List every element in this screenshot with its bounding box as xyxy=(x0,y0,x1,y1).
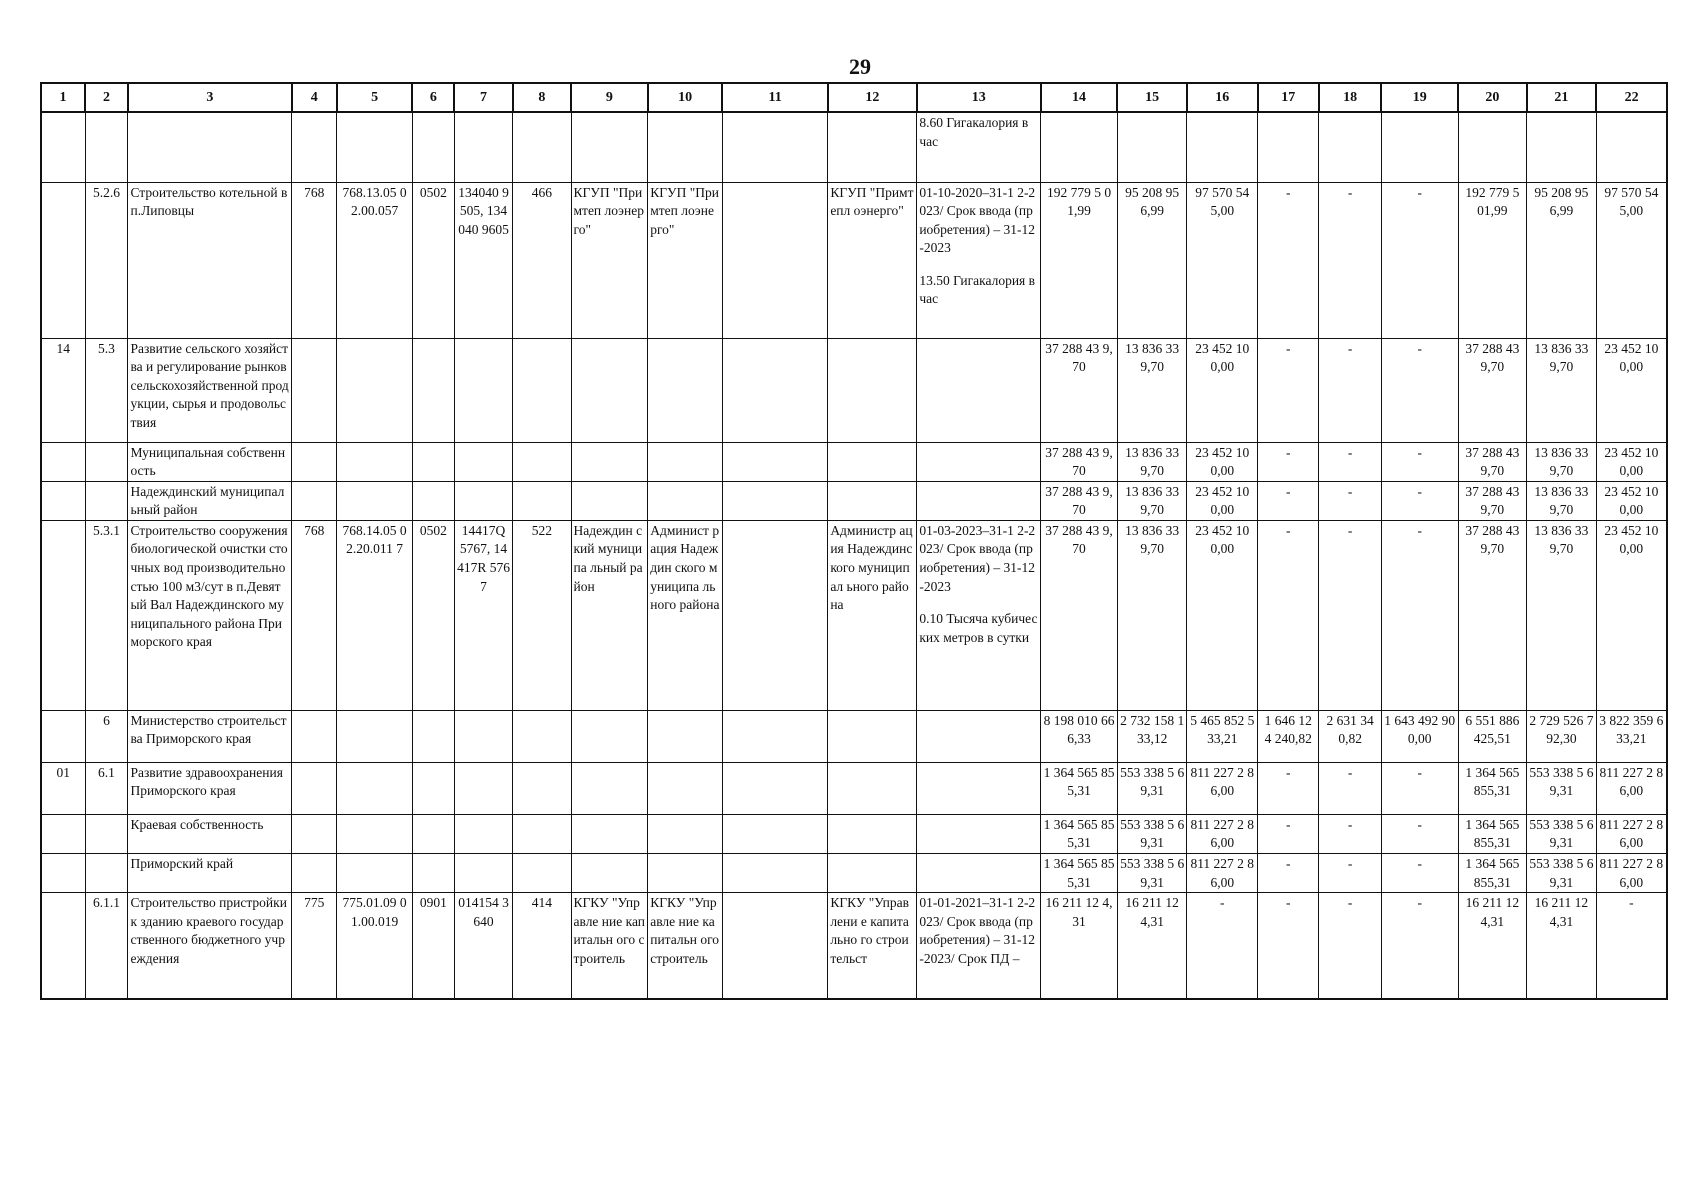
table-cell-col-14: 192 779 5 01,99 xyxy=(1041,182,1118,338)
table-cell-col-21: 13 836 33 9,70 xyxy=(1527,520,1597,710)
table-cell-col-1 xyxy=(41,112,85,182)
table-cell-col-4 xyxy=(292,814,337,853)
cell-text-period: 8.60 Гигакалория в час xyxy=(919,115,1029,149)
table-cell-col-13 xyxy=(917,182,1041,338)
table-cell-col-8: 466 xyxy=(513,182,571,338)
table-cell-col-9 xyxy=(571,814,648,853)
table-cell-col-20: 1 364 565 855,31 xyxy=(1458,854,1527,893)
table-cell-col-16: 811 227 2 86,00 xyxy=(1187,762,1258,814)
table-cell-col-10: КГУП "Примтеп лоэнерго" xyxy=(648,182,723,338)
table-cell-col-10 xyxy=(648,442,723,481)
table-cell-col-4 xyxy=(292,442,337,481)
table-cell-col-21 xyxy=(1527,112,1597,182)
table-cell-col-5 xyxy=(337,814,413,853)
table-cell-col-6: 0901 xyxy=(412,893,454,999)
table-cell-col-16: 23 452 10 0,00 xyxy=(1187,338,1258,442)
table-cell-col-14 xyxy=(1041,112,1118,182)
table-cell-col-7 xyxy=(454,112,512,182)
table-cell-col-14: 8 198 010 666,33 xyxy=(1041,710,1118,762)
table-cell-col-10 xyxy=(648,338,723,442)
table-cell-col-5 xyxy=(337,762,413,814)
table-cell-col-5: 768.13.05 02.00.057 xyxy=(337,182,413,338)
header-cell: 9 xyxy=(571,83,648,112)
header-cell: 6 xyxy=(412,83,454,112)
table-cell-col-5 xyxy=(337,338,413,442)
table-cell-col-3: Министерство строительства Приморского края xyxy=(128,710,292,762)
table-cell-col-22: 97 570 54 5,00 xyxy=(1596,182,1667,338)
table-cell-col-20: 37 288 43 9,70 xyxy=(1458,520,1527,710)
header-cell: 3 xyxy=(128,83,292,112)
table-cell-col-15: 13 836 33 9,70 xyxy=(1117,442,1187,481)
table-cell-col-1 xyxy=(41,520,85,710)
table-cell-col-16: 23 452 10 0,00 xyxy=(1187,442,1258,481)
table-cell-col-3 xyxy=(128,112,292,182)
table-cell-col-2 xyxy=(85,481,128,520)
table-cell-col-4 xyxy=(292,481,337,520)
table-cell-col-11 xyxy=(722,854,827,893)
table-cell-col-11 xyxy=(722,814,827,853)
table-cell-col-9 xyxy=(571,762,648,814)
table-cell-col-10: Админист рация Надеждин ского муниципа льного района xyxy=(648,520,723,710)
table-cell-col-3: Развитие здравоохранения Приморского края xyxy=(128,762,292,814)
table-cell-col-3: Муниципальная собственность xyxy=(128,442,292,481)
table-row xyxy=(41,893,1667,999)
table-row xyxy=(41,481,1667,520)
table-cell-col-6 xyxy=(412,854,454,893)
table-cell-col-21: 553 338 5 69,31 xyxy=(1527,854,1597,893)
table-cell-col-2: 6.1.1 xyxy=(85,893,128,999)
table-cell-col-21: 13 836 33 9,70 xyxy=(1527,338,1597,442)
table-cell-col-6 xyxy=(412,338,454,442)
table-cell-col-15: 553 338 5 69,31 xyxy=(1117,762,1187,814)
table-cell-col-2 xyxy=(85,112,128,182)
header-cell: 4 xyxy=(292,83,337,112)
table-cell-col-11 xyxy=(722,893,827,999)
table-cell-col-15: 553 338 5 69,31 xyxy=(1117,854,1187,893)
header-cell: 12 xyxy=(828,83,917,112)
cell-text-period: 01-10-2020–31-1 2-2023/ Срок ввода (приобретения) – 31-12-2023 xyxy=(919,184,1036,256)
table-cell-col-13 xyxy=(917,893,1041,999)
header-cell: 11 xyxy=(722,83,827,112)
table-cell-col-6: 0502 xyxy=(412,520,454,710)
table-cell-col-14: 16 211 12 4,31 xyxy=(1041,893,1118,999)
cell-text-capacity: 0.10 Тысяча кубических метров в сутки xyxy=(919,611,1038,645)
table-cell-col-19: - xyxy=(1381,893,1458,999)
table-cell-col-10 xyxy=(648,481,723,520)
table-cell-col-8: 414 xyxy=(513,893,571,999)
table-cell-col-15: 2 732 158 133,12 xyxy=(1117,710,1187,762)
table-cell-col-1 xyxy=(41,182,85,338)
table-cell-col-12 xyxy=(828,854,917,893)
table-cell-col-11 xyxy=(722,520,827,710)
table-cell-col-22: 23 452 10 0,00 xyxy=(1596,520,1667,710)
table-cell-col-4 xyxy=(292,854,337,893)
table-cell-col-5 xyxy=(337,481,413,520)
table-cell-col-4 xyxy=(292,710,337,762)
table-cell-col-1 xyxy=(41,710,85,762)
table-cell-col-18: 2 631 34 0,82 xyxy=(1319,710,1381,762)
table-cell-col-16: 23 452 10 0,00 xyxy=(1187,520,1258,710)
header-cell: 7 xyxy=(454,83,512,112)
table-cell-col-4: 768 xyxy=(292,520,337,710)
table-cell-col-17: - xyxy=(1258,481,1319,520)
table-cell-col-2: 5.3.1 xyxy=(85,520,128,710)
table-cell-col-13 xyxy=(917,481,1041,520)
header-cell: 17 xyxy=(1258,83,1319,112)
table-cell-col-17: - xyxy=(1258,854,1319,893)
table-cell-col-20: 37 288 43 9,70 xyxy=(1458,442,1527,481)
table-cell-col-14: 37 288 43 9,70 xyxy=(1041,442,1118,481)
table-cell-col-13 xyxy=(917,112,1041,182)
table-cell-col-10 xyxy=(648,762,723,814)
table-cell-col-17: - xyxy=(1258,893,1319,999)
table-cell-col-11 xyxy=(722,338,827,442)
table-cell-col-2 xyxy=(85,814,128,853)
table-cell-col-19: - xyxy=(1381,854,1458,893)
table-cell-col-14: 37 288 43 9,70 xyxy=(1041,481,1118,520)
table-cell-col-4: 775 xyxy=(292,893,337,999)
table-cell-col-7: 014154 3640 xyxy=(454,893,512,999)
table-cell-col-2: 6.1 xyxy=(85,762,128,814)
table-cell-col-22: 23 452 10 0,00 xyxy=(1596,338,1667,442)
table-cell-col-9 xyxy=(571,442,648,481)
table-cell-col-18: - xyxy=(1319,520,1381,710)
table-cell-col-18: - xyxy=(1319,481,1381,520)
table-cell-col-11 xyxy=(722,710,827,762)
table-row xyxy=(41,854,1667,893)
table-cell-col-9: КГУП "Примтеп лоэнерго" xyxy=(571,182,648,338)
table-cell-col-19 xyxy=(1381,112,1458,182)
table-cell-col-19: - xyxy=(1381,442,1458,481)
table-cell-col-17: - xyxy=(1258,338,1319,442)
table-cell-col-14: 37 288 43 9,70 xyxy=(1041,338,1118,442)
table-cell-col-7 xyxy=(454,762,512,814)
table-cell-col-17: - xyxy=(1258,442,1319,481)
header-cell: 22 xyxy=(1596,83,1667,112)
cell-text-capacity: 13.50 Гигакалория в час xyxy=(919,272,1036,307)
table-cell-col-12 xyxy=(828,762,917,814)
table-cell-col-8 xyxy=(513,442,571,481)
table-cell-col-7 xyxy=(454,338,512,442)
header-cell: 1 xyxy=(41,83,85,112)
table-cell-col-7: 14417Q 5767, 14417R 5767 xyxy=(454,520,512,710)
table-cell-col-20: 37 288 43 9,70 xyxy=(1458,338,1527,442)
table-cell-col-5: 768.14.05 02.20.011 7 xyxy=(337,520,413,710)
table-cell-col-4: 768 xyxy=(292,182,337,338)
header-cell: 19 xyxy=(1381,83,1458,112)
table-cell-col-16: 97 570 54 5,00 xyxy=(1187,182,1258,338)
table-cell-col-8 xyxy=(513,854,571,893)
table-cell-col-14: 37 288 43 9,70 xyxy=(1041,520,1118,710)
table-cell-col-3: Строительство сооружения биологической очистки сточных вод производительностью 100 м3/сут в п.Девятый Вал Надеждинского муниципального района Приморского края xyxy=(128,520,292,710)
table-cell-col-1: 14 xyxy=(41,338,85,442)
table-row xyxy=(41,520,1667,710)
table-cell-col-20: 37 288 43 9,70 xyxy=(1458,481,1527,520)
header-cell: 10 xyxy=(648,83,723,112)
table-cell-col-12 xyxy=(828,481,917,520)
table-cell-col-18: - xyxy=(1319,814,1381,853)
table-cell-col-14: 1 364 565 855,31 xyxy=(1041,854,1118,893)
table-cell-col-18: - xyxy=(1319,893,1381,999)
table-cell-col-4 xyxy=(292,338,337,442)
table-cell-col-17: - xyxy=(1258,762,1319,814)
cell-text-period: 01-01-2021–31-1 2-2023/ Срок ввода (приобретения) – 31-12-2023/ Срок ПД – xyxy=(919,895,1036,967)
table-cell-col-1 xyxy=(41,814,85,853)
table-cell-col-15: 13 836 33 9,70 xyxy=(1117,481,1187,520)
table-cell-col-6 xyxy=(412,112,454,182)
table-cell-col-12: КГКУ "Управлени е капитально го строительст xyxy=(828,893,917,999)
table-cell-col-2: 5.3 xyxy=(85,338,128,442)
table-row xyxy=(41,442,1667,481)
table-cell-col-3: Приморский край xyxy=(128,854,292,893)
table-cell-col-22: 811 227 2 86,00 xyxy=(1596,854,1667,893)
table-cell-col-2: 5.2.6 xyxy=(85,182,128,338)
table-cell-col-10 xyxy=(648,112,723,182)
table-cell-col-14: 1 364 565 855,31 xyxy=(1041,814,1118,853)
budget-table xyxy=(40,82,1668,1000)
table-cell-col-13 xyxy=(917,854,1041,893)
table-cell-col-11 xyxy=(722,762,827,814)
table-cell-col-17 xyxy=(1258,112,1319,182)
table-cell-col-12 xyxy=(828,112,917,182)
header-cell: 5 xyxy=(337,83,413,112)
table-cell-col-16 xyxy=(1187,112,1258,182)
table-cell-col-3: Развитие сельского хозяйства и регулирование рынков сельскохозяйственной продукции, сырья и продовольствия xyxy=(128,338,292,442)
table-cell-col-8 xyxy=(513,338,571,442)
table-cell-col-6 xyxy=(412,762,454,814)
table-cell-col-20: 6 551 886 425,51 xyxy=(1458,710,1527,762)
header-cell: 2 xyxy=(85,83,128,112)
table-cell-col-19: - xyxy=(1381,814,1458,853)
table-cell-col-18 xyxy=(1319,112,1381,182)
table-cell-col-7 xyxy=(454,854,512,893)
table-cell-col-7 xyxy=(454,814,512,853)
table-cell-col-9 xyxy=(571,481,648,520)
table-cell-col-22: - xyxy=(1596,893,1667,999)
table-cell-col-8 xyxy=(513,814,571,853)
table-cell-col-21: 553 338 5 69,31 xyxy=(1527,814,1597,853)
table-cell-col-9 xyxy=(571,112,648,182)
table-cell-col-13 xyxy=(917,520,1041,710)
table-row xyxy=(41,112,1667,182)
table-cell-col-8 xyxy=(513,481,571,520)
table-cell-col-11 xyxy=(722,481,827,520)
page-number: 29 xyxy=(849,54,871,79)
table-cell-col-15: 13 836 33 9,70 xyxy=(1117,520,1187,710)
table-cell-col-22: 811 227 2 86,00 xyxy=(1596,762,1667,814)
table-cell-col-16: 811 227 2 86,00 xyxy=(1187,814,1258,853)
table-cell-col-18: - xyxy=(1319,442,1381,481)
table-cell-col-14: 1 364 565 855,31 xyxy=(1041,762,1118,814)
table-cell-col-13 xyxy=(917,338,1041,442)
table-cell-col-15: 16 211 12 4,31 xyxy=(1117,893,1187,999)
table-cell-col-22: 23 452 10 0,00 xyxy=(1596,481,1667,520)
table-cell-col-8 xyxy=(513,710,571,762)
table-cell-col-12 xyxy=(828,338,917,442)
table-cell-col-11 xyxy=(722,112,827,182)
table-cell-col-6: 0502 xyxy=(412,182,454,338)
table-cell-col-4 xyxy=(292,762,337,814)
header-cell: 18 xyxy=(1319,83,1381,112)
table-cell-col-18: - xyxy=(1319,338,1381,442)
table-cell-col-8 xyxy=(513,762,571,814)
table-cell-col-1 xyxy=(41,893,85,999)
table-cell-col-10 xyxy=(648,854,723,893)
table-cell-col-9 xyxy=(571,338,648,442)
table-cell-col-10 xyxy=(648,710,723,762)
table-row xyxy=(41,182,1667,338)
table-cell-col-3: Строительство котельной в п.Липовцы xyxy=(128,182,292,338)
table-cell-col-19: - xyxy=(1381,762,1458,814)
table-cell-col-16: 5 465 852 533,21 xyxy=(1187,710,1258,762)
table-cell-col-2 xyxy=(85,442,128,481)
table-cell-col-9: Надеждин ский муниципа льный район xyxy=(571,520,648,710)
table-cell-col-12 xyxy=(828,442,917,481)
header-cell: 8 xyxy=(513,83,571,112)
table-cell-col-16: - xyxy=(1187,893,1258,999)
table-cell-col-21: 2 729 526 792,30 xyxy=(1527,710,1597,762)
table-cell-col-16: 811 227 2 86,00 xyxy=(1187,854,1258,893)
table-cell-col-6 xyxy=(412,442,454,481)
table-cell-col-19: - xyxy=(1381,182,1458,338)
table-cell-col-20: 1 364 565 855,31 xyxy=(1458,814,1527,853)
table-cell-col-21: 13 836 33 9,70 xyxy=(1527,481,1597,520)
table-cell-col-2: 6 xyxy=(85,710,128,762)
table-cell-col-16: 23 452 10 0,00 xyxy=(1187,481,1258,520)
header-cell: 21 xyxy=(1527,83,1597,112)
table-cell-col-18: - xyxy=(1319,182,1381,338)
table-cell-col-15: 13 836 33 9,70 xyxy=(1117,338,1187,442)
table-cell-col-5: 775.01.09 01.00.019 xyxy=(337,893,413,999)
table-cell-col-19: - xyxy=(1381,338,1458,442)
table-cell-col-19: 1 643 492 900,00 xyxy=(1381,710,1458,762)
table-cell-col-17: 1 646 12 4 240,82 xyxy=(1258,710,1319,762)
table-cell-col-6 xyxy=(412,481,454,520)
table-cell-col-22: 23 452 10 0,00 xyxy=(1596,442,1667,481)
table-cell-col-20: 192 779 5 01,99 xyxy=(1458,182,1527,338)
table-cell-col-5 xyxy=(337,710,413,762)
table-cell-col-22: 811 227 2 86,00 xyxy=(1596,814,1667,853)
table-cell-col-9: КГКУ "Управле ние капитальн ого строитель xyxy=(571,893,648,999)
table-cell-col-1 xyxy=(41,854,85,893)
table-cell-col-22: 3 822 359 633,21 xyxy=(1596,710,1667,762)
table-cell-col-15: 553 338 5 69,31 xyxy=(1117,814,1187,853)
cell-text-period: 01-03-2023–31-1 2-2023/ Срок ввода (приобретения) – 31-12-2023 xyxy=(919,522,1036,594)
table-cell-col-17: - xyxy=(1258,520,1319,710)
table-cell-col-5 xyxy=(337,442,413,481)
table-cell-col-3: Надеждинский муниципальный район xyxy=(128,481,292,520)
table-cell-col-5 xyxy=(337,854,413,893)
table-cell-col-8: 522 xyxy=(513,520,571,710)
table-cell-col-15: 95 208 95 6,99 xyxy=(1117,182,1187,338)
table-cell-col-1 xyxy=(41,481,85,520)
table-cell-col-20: 1 364 565 855,31 xyxy=(1458,762,1527,814)
table-cell-col-2 xyxy=(85,854,128,893)
table-cell-col-6 xyxy=(412,710,454,762)
header-cell: 14 xyxy=(1041,83,1118,112)
table-cell-col-13 xyxy=(917,762,1041,814)
header-cell: 15 xyxy=(1117,83,1187,112)
table-cell-col-21: 16 211 12 4,31 xyxy=(1527,893,1597,999)
table-cell-col-3: Строительство пристройки к зданию краевого государственного бюджетного учреждения xyxy=(128,893,292,999)
table-cell-col-15 xyxy=(1117,112,1187,182)
table-cell-col-5 xyxy=(337,112,413,182)
table-cell-col-8 xyxy=(513,112,571,182)
table-cell-col-13 xyxy=(917,442,1041,481)
table-cell-col-12: Администр ация Надеждинс кого муниципал ьного района xyxy=(828,520,917,710)
table-cell-col-7 xyxy=(454,442,512,481)
table-cell-col-12: КГУП "Примтепл оэнерго" xyxy=(828,182,917,338)
table-cell-col-21: 553 338 5 69,31 xyxy=(1527,762,1597,814)
table-cell-col-9 xyxy=(571,710,648,762)
table-cell-col-7 xyxy=(454,481,512,520)
table-cell-col-19: - xyxy=(1381,481,1458,520)
table-cell-col-12 xyxy=(828,710,917,762)
table-cell-col-10 xyxy=(648,814,723,853)
table-cell-col-13 xyxy=(917,710,1041,762)
table-cell-col-17: - xyxy=(1258,182,1319,338)
table-cell-col-7 xyxy=(454,710,512,762)
table-cell-col-3: Краевая собственность xyxy=(128,814,292,853)
table-cell-col-1 xyxy=(41,442,85,481)
table-cell-col-21: 13 836 33 9,70 xyxy=(1527,442,1597,481)
table-cell-col-6 xyxy=(412,814,454,853)
table-cell-col-13 xyxy=(917,814,1041,853)
table-cell-col-17: - xyxy=(1258,814,1319,853)
table-cell-col-12 xyxy=(828,814,917,853)
table-cell-col-18: - xyxy=(1319,854,1381,893)
table-cell-col-11 xyxy=(722,182,827,338)
table-row xyxy=(41,762,1667,814)
table-cell-col-20: 16 211 12 4,31 xyxy=(1458,893,1527,999)
table-row xyxy=(41,710,1667,762)
table-cell-col-21: 95 208 95 6,99 xyxy=(1527,182,1597,338)
table-cell-col-10: КГКУ "Управле ние капитальн ого строитель xyxy=(648,893,723,999)
table-cell-col-11 xyxy=(722,442,827,481)
table-row xyxy=(41,338,1667,442)
table-cell-col-9 xyxy=(571,854,648,893)
header-cell: 20 xyxy=(1458,83,1527,112)
table-cell-col-20 xyxy=(1458,112,1527,182)
table-cell-col-1: 01 xyxy=(41,762,85,814)
table-cell-col-7: 134040 9505, 134040 9605 xyxy=(454,182,512,338)
header-row xyxy=(41,83,1667,112)
table-cell-col-22 xyxy=(1596,112,1667,182)
header-cell: 13 xyxy=(917,83,1041,112)
header-cell: 16 xyxy=(1187,83,1258,112)
table-row xyxy=(41,814,1667,853)
table-cell-col-4 xyxy=(292,112,337,182)
table-cell-col-19: - xyxy=(1381,520,1458,710)
table-cell-col-18: - xyxy=(1319,762,1381,814)
